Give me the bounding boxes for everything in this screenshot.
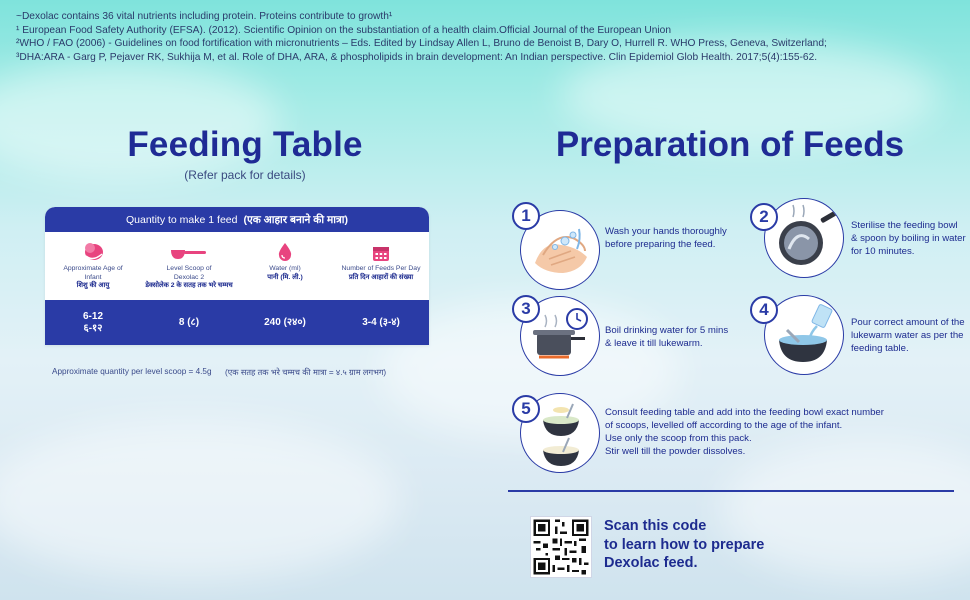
- water-drop-icon: [277, 240, 293, 262]
- scoop-icon: [169, 240, 209, 262]
- feeding-table-title: Feeding Table: [127, 125, 363, 164]
- step-line: Stir well till the powder dissolves.: [605, 446, 746, 457]
- step-number: 3: [512, 295, 540, 323]
- column-label-hi: डेक्सोलेक 2 के सतह तक भरे चम्मच: [145, 282, 233, 289]
- scan-line: to learn how to prepare: [604, 536, 765, 553]
- column-age: [45, 240, 141, 300]
- value-scoop: 8 (८): [178, 316, 200, 328]
- value-age-en: 6-12: [82, 310, 103, 322]
- approx-quantity-hi: (एक सतह तक भरे चम्मच की मात्रा = ४.५ ग्राम लगभग): [225, 368, 387, 377]
- step-line: of scoops, levelled off according to the age of the infant.: [605, 420, 843, 431]
- step-line: Consult feeding table and add into the feeding bowl exact number: [605, 407, 884, 418]
- step-line: Boil drinking water for 5 mins: [605, 325, 729, 336]
- header-english: Quantity to make 1 feed: [125, 213, 238, 226]
- step-number: 4: [750, 296, 778, 324]
- column-label-en: Approximate Age of Infant: [63, 265, 123, 281]
- calendar-icon: [372, 240, 390, 262]
- baby-icon: [81, 240, 105, 262]
- column-water: [237, 240, 333, 300]
- preparation-title: Preparation of Feeds: [555, 125, 905, 164]
- step-line: & leave it till lukewarm.: [605, 338, 703, 349]
- column-feeds: [333, 240, 429, 300]
- step-line: lukewarm water as per the: [851, 330, 964, 341]
- section-divider: [508, 490, 954, 492]
- column-label-en: Level Scoop of Dexolac 2: [166, 265, 212, 281]
- step-number: 1: [512, 202, 540, 230]
- scan-instructions: [604, 517, 764, 573]
- approx-quantity-en: Approximate quantity per level scoop = 4.5g: [52, 367, 212, 376]
- step-line: for 10 minutes.: [851, 246, 915, 257]
- step-line: feeding table.: [851, 343, 909, 354]
- header-hindi: (एक आहार बनाने की मात्रा): [243, 213, 348, 226]
- step-1-text: [605, 225, 727, 251]
- step-4-text: [851, 316, 965, 355]
- feeding-table-values-row: [45, 300, 429, 345]
- footnote: ²WHO / FAO (2006) - Guidelines on food fortification with micronutrients – Eds. Edited by Lindsay Allen L, Bruno de Benoist B, Dary O, Hurrell R. WHO Press, Geneva, Switzerland;: [16, 38, 827, 50]
- step-line: Use only the scoop from this pack.: [605, 433, 752, 444]
- step-5-text: [605, 406, 884, 458]
- background-cloud: [0, 420, 400, 580]
- step-line: Wash your hands thoroughly: [605, 226, 727, 237]
- feeding-table: [45, 207, 429, 345]
- feeding-table-subtitle: (Refer pack for details): [184, 168, 306, 182]
- footnote: ³DHA:ARA - Garg P, Pejaver RK, Sukhija M, et al. Role of DHA, ARA, & phospholipids in brain development: An Indian perspective. Clin Epidemiol Glob Health. 2017;5(4):155-62.: [16, 51, 818, 63]
- step-3-text: [605, 324, 728, 350]
- step-line: before preparing the feed.: [605, 239, 716, 250]
- step-line: & spoon by boiling in water: [851, 233, 966, 244]
- step-2-text: [851, 219, 966, 258]
- column-label-hi: शिशु की आयु: [76, 282, 110, 289]
- scan-line: Dexolac feed.: [604, 555, 698, 571]
- value-water: 240 (२४०): [264, 316, 306, 328]
- step-line: Pour correct amount of the: [851, 317, 965, 328]
- step-number: 5: [512, 395, 540, 423]
- step-line: Sterilise the feeding bowl: [851, 220, 958, 231]
- footnote: ~Dexolac contains 36 vital nutrients including protein. Proteins contribute to growth¹: [16, 11, 393, 22]
- column-label-en: Number of Feeds Per Day: [341, 265, 421, 272]
- value-age-hi: ६-१२: [83, 322, 103, 334]
- footnotes: [16, 10, 956, 64]
- column-scoop: [141, 240, 237, 300]
- feeding-table-columns: [45, 232, 429, 300]
- scan-line: Scan this code: [604, 518, 707, 534]
- column-label-hi: पानी (मि. ली.): [267, 273, 303, 281]
- value-age: [45, 311, 141, 335]
- column-label-en: Water (ml): [269, 265, 301, 272]
- step-number: 2: [750, 203, 778, 231]
- column-label-hi: प्रति दिन आहारों की संख्या: [348, 273, 414, 281]
- value-feeds: 3-4 (३-४): [362, 316, 400, 328]
- feeding-table-header: [45, 207, 429, 232]
- footnote: ¹ European Food Safety Authority (EFSA). (2012). Scientific Opinion on the substantiation of a health claim.Official Journal of the European Union: [16, 24, 672, 36]
- qr-code-icon[interactable]: [530, 516, 592, 578]
